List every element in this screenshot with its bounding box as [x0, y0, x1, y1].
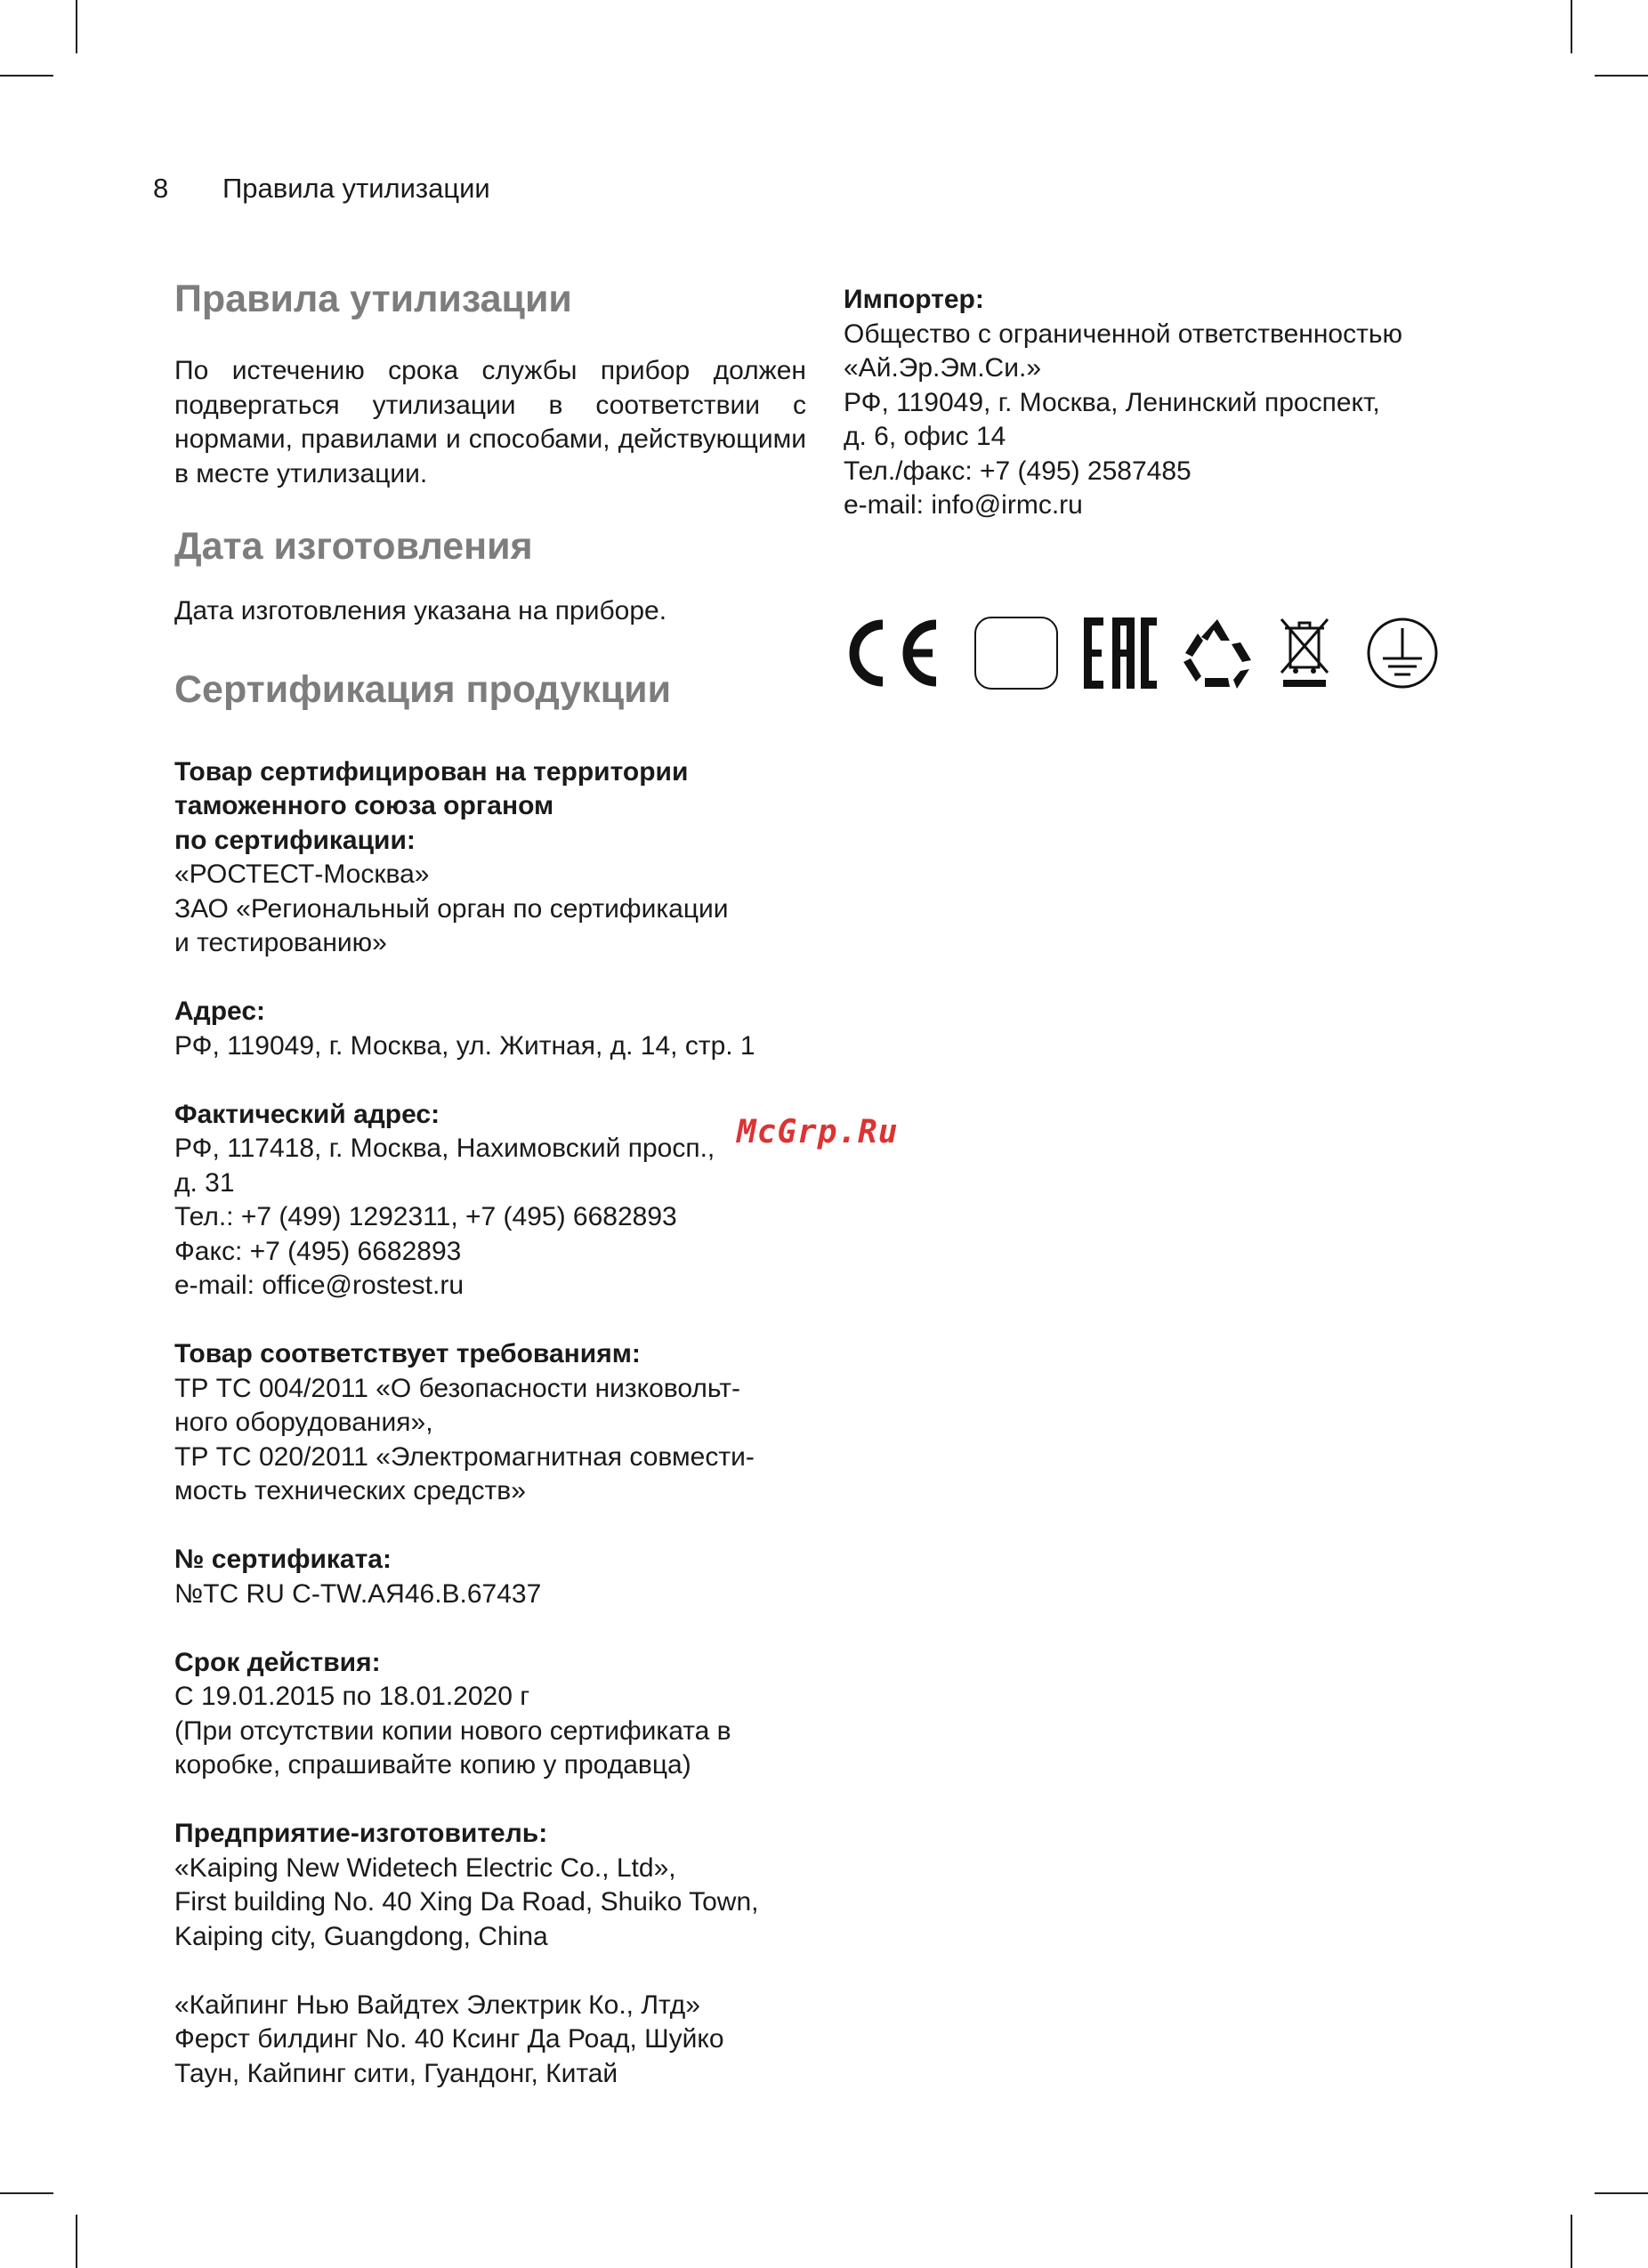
section-heading-certification: Сертификация продукции	[174, 667, 672, 711]
blank-mark-icon	[973, 614, 1059, 692]
address-label: Адрес:	[174, 997, 265, 1026]
section-heading-manufacture-date: Дата изготовления	[174, 525, 533, 568]
address-line: РФ, 119049, г. Москва, ул. Житная, д. 14, стр. 1	[174, 1030, 755, 1061]
actual-address-line: РФ, 117418, г. Москва, Нахимовский просп.,	[174, 1134, 715, 1163]
crop-mark	[1595, 2192, 1648, 2194]
certificate-number-block	[174, 1543, 806, 1611]
watermark: McGrp.Ru	[737, 1114, 899, 1150]
requirements-line: мость технических средств»	[174, 1476, 526, 1505]
validity-line: коробке, спрашивайте копию у продавца)	[174, 1750, 691, 1780]
right-column	[844, 283, 1484, 523]
certification-marks	[844, 614, 1449, 694]
requirements-line: ТР ТС 020/2011 «Электромагнитная совмести-	[174, 1441, 755, 1472]
requirements-line: ТР ТС 004/2011 «О безопасности низковольт-	[174, 1373, 740, 1403]
weee-crossed-bin-icon	[1278, 614, 1331, 692]
email-line: e-mail: office@rostest.ru	[174, 1271, 465, 1300]
validity-block	[174, 1646, 806, 1783]
manufacturer-label: Предприятие-изготовитель:	[174, 1819, 548, 1848]
importer-block	[844, 283, 1484, 523]
ce-mark-icon	[844, 614, 943, 692]
manufacturer-line: First building No. 40 Xing Da Road, Shuiko Town,	[174, 1887, 759, 1917]
certificate-number-label: № сертификата:	[174, 1545, 392, 1574]
left-column	[174, 267, 806, 2091]
actual-address-block	[174, 1098, 806, 1303]
importer-email-line: e-mail: info@irmc.ru	[844, 490, 1083, 520]
manufacturer-block	[174, 1817, 806, 1954]
crop-mark	[0, 75, 53, 77]
running-title: Правила утилизации	[222, 173, 490, 204]
manufacturer-line: «Kaiping New Widetech Electric Co., Ltd»,	[174, 1852, 676, 1883]
recycle-icon	[1178, 614, 1256, 692]
requirements-label: Товар соответствует требованиям:	[174, 1339, 641, 1368]
disposal-text: По истечению срока службы прибор должен подвергаться утилизации в соответствии с нормами, правилами и способами, действующими в месте утилизации.	[174, 356, 806, 488]
fax-line: Факс: +7 (495) 6682893	[174, 1236, 462, 1266]
crop-mark	[76, 0, 77, 53]
requirements-line: ного оборудования»,	[174, 1408, 433, 1437]
validity-label: Срок действия:	[174, 1647, 381, 1677]
manufacture-date-text: Дата изготовления указана на приборе.	[174, 596, 667, 626]
eac-mark-icon	[1082, 614, 1159, 692]
certified-by-block	[174, 755, 806, 961]
phone-line: Тел.: +7 (499) 1292311, +7 (495) 6682893	[174, 1202, 677, 1231]
certified-by-line: ЗАО «Региональный орган по сертификации	[174, 893, 729, 924]
actual-address-line: д. 31	[174, 1167, 235, 1198]
importer-address-line: д. 6, офис 14	[844, 422, 1006, 451]
page-header	[153, 171, 490, 206]
address-block	[174, 995, 806, 1063]
section-heading-disposal: Правила утилизации	[174, 278, 572, 320]
manufacturer-ru-line: Ферст билдинг No. 40 Ксинг Да Роад, Шуйко	[174, 2024, 724, 2054]
validity-line: (При отсутствии копии нового сертификата в	[174, 1715, 731, 1746]
protective-earth-icon	[1363, 614, 1442, 692]
manufacturer-ru-block	[174, 1989, 806, 2092]
certified-by-label: Товар сертифицирован на территории	[174, 756, 689, 787]
actual-address-label: Фактический адрес:	[174, 1099, 440, 1129]
manufacturer-ru-line: «Кайпинг Нью Вайдтех Электрик Ко., Лтд»	[174, 1990, 700, 2020]
certified-by-label: по сертификации:	[174, 825, 416, 855]
certified-by-label: таможенного союза органом	[174, 791, 554, 820]
crop-mark	[1571, 0, 1572, 53]
importer-phone-line: Тел./факс: +7 (495) 2587485	[844, 456, 1192, 486]
crop-mark	[76, 2215, 77, 2268]
crop-mark	[1571, 2215, 1572, 2268]
manufacturer-line: Kaiping city, Guangdong, China	[174, 1921, 548, 1951]
page-number: 8	[153, 173, 169, 204]
manufacturer-ru-line: Таун, Кайпинг сити, Гуандонг, Китай	[174, 2058, 618, 2088]
importer-line: «Ай.Эр.Эм.Си.»	[844, 353, 1041, 383]
crop-mark	[0, 2192, 53, 2194]
crop-mark	[1595, 75, 1648, 77]
certified-by-line: и тестированию»	[174, 928, 387, 957]
importer-address-line: РФ, 119049, г. Москва, Ленинский проспект,	[844, 387, 1380, 417]
importer-line: Общество с ограниченной ответственностью	[844, 319, 1402, 349]
requirements-block	[174, 1337, 806, 1509]
certified-by-line: «РОСТЕСТ-Москва»	[174, 860, 430, 889]
validity-line: С 19.01.2015 по 18.01.2020 г	[174, 1682, 530, 1711]
certificate-number-value: №ТС RU C-TW.АЯ46.В.67437	[174, 1578, 542, 1609]
importer-label: Импортер:	[844, 285, 984, 314]
